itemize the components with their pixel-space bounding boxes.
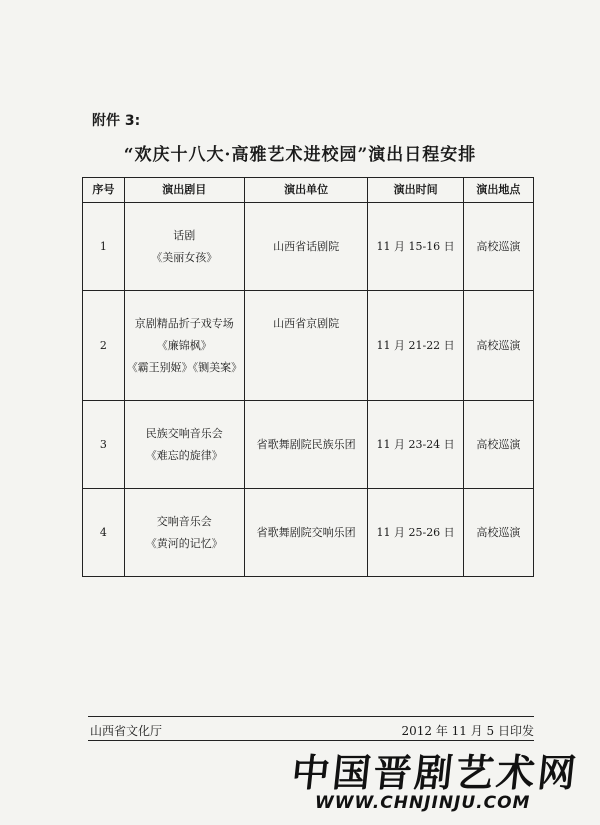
footer-top-rule bbox=[88, 716, 534, 717]
program-line: 《美丽女孩》 bbox=[151, 250, 218, 264]
program-line: 《黄河的记忆》 bbox=[145, 536, 223, 550]
program-line: 《霸王别姬》《铡美案》 bbox=[126, 360, 243, 374]
header-unit: 演出单位 bbox=[244, 178, 368, 203]
cell-time: 11 月 25-26 日 bbox=[368, 489, 463, 577]
cell-no: 2 bbox=[83, 291, 125, 401]
program-line: 交响音乐会 bbox=[156, 514, 212, 528]
cell-unit: 山西省话剧院 bbox=[244, 203, 368, 291]
table-row bbox=[83, 401, 534, 489]
program-line: 京剧精品折子戏专场 bbox=[134, 316, 234, 330]
cell-time: 11 月 21-22 日 bbox=[368, 291, 463, 401]
cell-program bbox=[124, 291, 244, 401]
cell-no: 4 bbox=[83, 489, 125, 577]
program-line: 《廉锦枫》 bbox=[156, 338, 212, 352]
table-row bbox=[83, 489, 534, 577]
program-line: 话剧 bbox=[173, 228, 196, 242]
footer-bottom-rule bbox=[88, 740, 534, 741]
cell-unit: 省歌舞剧院交响乐团 bbox=[244, 489, 368, 577]
cell-program bbox=[124, 401, 244, 489]
watermark-url: WWW.CHNJINJU.COM bbox=[315, 793, 531, 813]
program-line: 《难忘的旋律》 bbox=[145, 448, 223, 462]
cell-place: 高校巡演 bbox=[463, 291, 533, 401]
footer-date: 2012 年 11 月 5 日印发 bbox=[401, 724, 534, 738]
header-no: 序号 bbox=[83, 178, 125, 203]
header-place: 演出地点 bbox=[463, 178, 533, 203]
program-line: 民族交响音乐会 bbox=[145, 426, 223, 440]
header-time: 演出时间 bbox=[368, 178, 463, 203]
schedule-table bbox=[82, 177, 534, 577]
table-row bbox=[83, 291, 534, 401]
watermark-logo-text: 中国晋剧艺术网 bbox=[289, 750, 582, 795]
cell-unit: 省歌舞剧院民族乐团 bbox=[244, 401, 368, 489]
table-header-row bbox=[83, 178, 534, 203]
document-title: “欢庆十八大·高雅艺术进校园”演出日程安排 bbox=[123, 145, 477, 165]
cell-place: 高校巡演 bbox=[463, 401, 533, 489]
cell-time: 11 月 23-24 日 bbox=[368, 401, 463, 489]
cell-time: 11 月 15-16 日 bbox=[368, 203, 463, 291]
cell-program bbox=[124, 203, 244, 291]
cell-no: 1 bbox=[83, 203, 125, 291]
cell-place: 高校巡演 bbox=[463, 489, 533, 577]
cell-unit: 山西省京剧院 bbox=[244, 291, 368, 401]
attachment-label: 附件 3: bbox=[92, 113, 141, 129]
cell-program bbox=[124, 489, 244, 577]
table-row bbox=[83, 203, 534, 291]
header-program: 演出剧目 bbox=[124, 178, 244, 203]
cell-place: 高校巡演 bbox=[463, 203, 533, 291]
cell-no: 3 bbox=[83, 401, 125, 489]
footer-issuer: 山西省文化厅 bbox=[90, 724, 163, 738]
